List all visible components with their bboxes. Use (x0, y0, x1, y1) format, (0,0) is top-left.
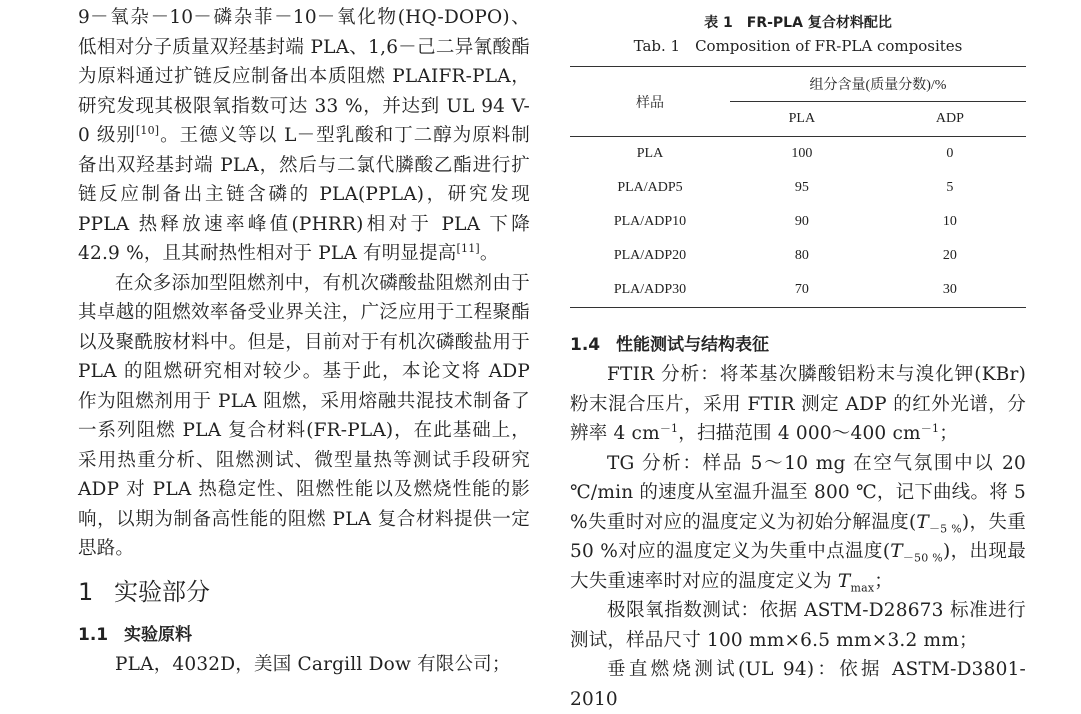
table-row (570, 137, 1026, 172)
table-row (570, 205, 1026, 239)
section-number: 1 (78, 577, 94, 606)
tg-text-a: TG 分析：样品 5～10 mg 在空气氛围中以 20 ℃/min 的速度从室温升温至 800 ℃，记下曲线。将 5 %失重时对应的温度定义为初始分解温度( (570, 452, 1026, 533)
header-adp: ADP (935, 111, 964, 126)
cell-adp: 10 (942, 214, 957, 229)
subsection-number: 1.1 (78, 624, 109, 645)
tg-sub-2: －50 % (902, 551, 943, 565)
tg-paragraph (570, 449, 1026, 597)
para1-text-end: 。 (479, 243, 499, 264)
loi-paragraph: 极限氧指数测试：依据 ASTM-D28673 标准进行测试，样品尺寸 100 mm×6.5 mm×3.2 mm； (570, 600, 1026, 651)
table-row (570, 171, 1026, 205)
cell-sample: PLA/ADP30 (570, 273, 730, 308)
header-sample: 样品 (570, 67, 730, 137)
cell-pla: 80 (794, 248, 809, 263)
section-heading-1 (78, 574, 530, 610)
cell-adp: 30 (874, 273, 1026, 308)
cell-adp: 20 (942, 248, 957, 263)
right-column (570, 0, 1026, 714)
table-row (570, 239, 1026, 273)
subsection-number: 1.4 (570, 335, 601, 355)
cell-pla: 70 (730, 273, 874, 308)
section-heading-1-1 (78, 620, 530, 650)
cell-pla: 90 (794, 214, 809, 229)
subsection-title: 实验原料 (124, 624, 192, 645)
para1-text-b: 。王德义等以 L－型乳酸和丁二醇为原料制备出双羟基封端 PLA，然后与二氯代膦酸乙酯进行扩链反应制备出主链含磷的 PLA(PPLA)，研究发现 PPLA 热释放速率峰值(PHRR)相对于 PLA 下降 42.9 %，且其耐热性相对于 PLA 有明显提高 (78, 125, 530, 264)
subsection-title: 性能测试与结构表征 (616, 335, 769, 355)
tg-text-b: )，失重50 %对应的温度定义为失重中点温度( (570, 511, 1026, 562)
tg-symbol-t1: T (916, 511, 929, 533)
header-pla: PLA (788, 111, 816, 126)
ul94-paragraph: 垂直燃烧测试(UL 94)：依据 ASTM-D3801-2010 (570, 659, 1026, 710)
tg-symbol-t3: T (837, 570, 851, 592)
tg-symbol-t2: T (890, 541, 903, 562)
citation-11[interactable]: [11] (456, 241, 480, 255)
table-header-row (570, 67, 1026, 102)
table-subtitle: Tab. 1 Composition of FR-PLA composites (633, 37, 963, 55)
ftir-sup-1: －1 (659, 421, 679, 435)
ftir-paragraph (570, 360, 1026, 449)
section-heading-1-4 (570, 330, 1026, 360)
tg-text-d: ； (874, 570, 893, 592)
section-title: 实验部分 (114, 577, 210, 606)
cell-sample: PLA/ADP20 (613, 248, 687, 263)
para1-text-a: 9－氧杂－10－磷杂菲－10－氧化物(HQ-DOPO)、低相对分子质量双羟基封端 PLA、1,6－己二异氰酸酯为原料通过扩链反应制备出本质阻燃 PLAIFR-PLA，研究发现其极限氧指数可达 33 %，并达到 UL 94 V-0 级别 (78, 7, 530, 146)
materials-paragraph: PLA，4032D，美国 Cargill Dow 有限公司； (115, 653, 511, 675)
ftir-sup-2: －1 (920, 421, 940, 435)
cell-adp: 5 (946, 180, 954, 195)
cell-pla: 100 (730, 137, 874, 172)
ftir-text-c: ； (939, 423, 958, 444)
composition-table (570, 66, 1026, 308)
table-title: 表 1 FR-PLA 复合材料配比 (704, 15, 892, 31)
cell-sample: PLA/ADP10 (613, 214, 687, 229)
ftir-text-a: FTIR 分析：将苯基次膦酸铝粉末与溴化钾(KBr)粉末混合压片，采用 FTIR 测定 ADP 的红外光谱，分辨率 4 cm (570, 364, 1026, 444)
citation-10[interactable]: [10] (135, 123, 160, 137)
left-column (78, 0, 530, 679)
cell-pla: 95 (794, 180, 809, 195)
cell-sample: PLA (570, 137, 730, 172)
cell-adp: 0 (874, 137, 1026, 172)
intro-paragraph-1 (78, 3, 530, 269)
intro-paragraph-2: 在众多添加型阻燃剂中，有机次磷酸盐阻燃剂由于其卓越的阻燃效率备受业界关注，广泛应用于工程聚酯以及聚酰胺材料中。但是，目前对于有机次磷酸盐用于 PLA 的阻燃研究相对较少。基于此，本论文将 ADP 作为阻燃剂用于 PLA 阻燃，采用熔融共混技术制备了一系列阻燃 PLA 复合材料(FR-PLA)，在此基础上，采用热重分析、阻燃测试、微型量热等测试手段研究 ADP 对 PLA 热稳定性、阻燃性能以及燃烧性能的影响，以期为制备高性能的阻燃 PLA 复合材料提供一定思路。 (78, 272, 530, 559)
tg-sub-3: max (850, 581, 875, 595)
ftir-text-b: ，扫描范围 4 000～400 cm (678, 423, 921, 444)
tg-sub-1: －5 % (928, 522, 962, 536)
tg-text-c: )，出现最大失重速率时对应的温度定义为 (570, 541, 1026, 592)
cell-sample: PLA/ADP5 (617, 180, 683, 195)
table-row (570, 273, 1026, 308)
header-group: 组分含量(质量分数)/% (730, 67, 1026, 102)
